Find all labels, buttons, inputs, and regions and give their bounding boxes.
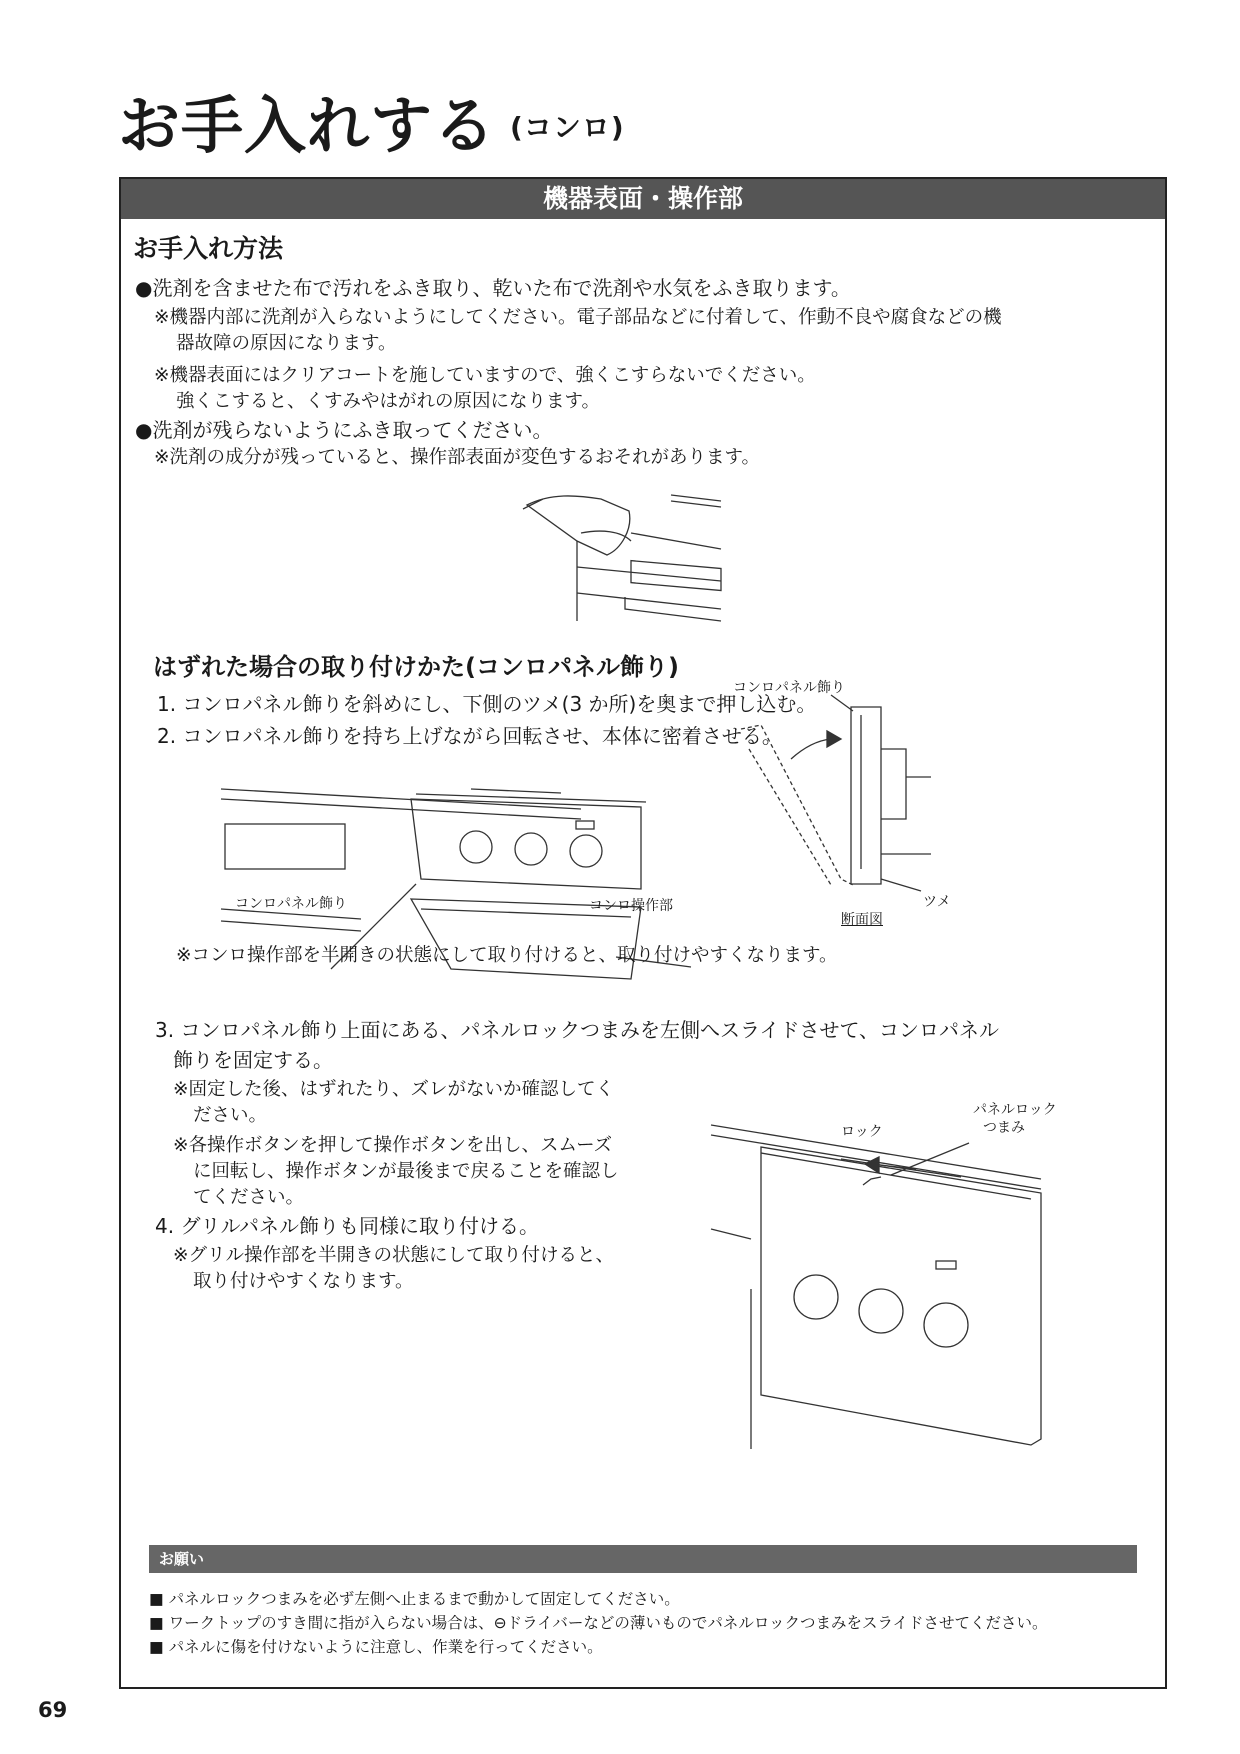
- care-note-1a: ※機器内部に洗剤が入らないようにしてください。電子部品などに付着して、作動不良や腐食などの機: [154, 307, 1002, 328]
- label-panel-trim-top: コンロパネル飾り: [733, 680, 845, 696]
- handle-line: [625, 597, 721, 621]
- rotation-arrow-head: [827, 731, 841, 747]
- label-tab: ツメ: [923, 894, 951, 910]
- step-3-note-3: ※各操作ボタンを押して操作ボタンを出し、スムーズ: [173, 1135, 613, 1156]
- step-3-note-5: てください。: [193, 1187, 305, 1208]
- tilted-panel-dashed-2: [749, 749, 831, 885]
- care-item-2: ●洗剤が残らないようにふき取ってください。: [135, 418, 553, 442]
- body-line-2: [221, 921, 361, 931]
- top-edge-1: [671, 495, 721, 501]
- tilted-panel-dashed: [741, 725, 853, 885]
- panel-trim-shape: [411, 799, 641, 889]
- top-edge-2: [671, 501, 721, 507]
- cross-section-illustration: [731, 689, 951, 909]
- label-panel-trim-left: コンロパネル飾り: [235, 896, 347, 912]
- care-note-2b: 強くこすると、くすみやはがれの原因になります。: [176, 391, 601, 412]
- leader-top-label: [831, 695, 853, 711]
- label-control-unit: コンロ操作部: [589, 898, 673, 914]
- hand-shape: [527, 496, 630, 555]
- panel-top-edge: [577, 567, 721, 581]
- lock-rail: [471, 789, 561, 793]
- step-3-note-4: に回転し、操作ボタンが最後まで戻ることを確認し: [193, 1161, 619, 1182]
- care-item-1: ●洗剤を含ませた布で汚れをふき取り、乾いた布で洗剤や水気をふき取ります。: [135, 276, 851, 300]
- grill-window: [225, 824, 345, 869]
- knob-1: [460, 831, 492, 863]
- knob-2: [515, 833, 547, 865]
- note-half-open: ※コンロ操作部を半開きの状態にして取り付けると、取り付けやすくなります。: [176, 945, 838, 966]
- label-cross-section: 断面図: [841, 912, 883, 928]
- label-lock-knob-1: パネルロック: [973, 1102, 1057, 1118]
- step-1: 1. コンロパネル飾りを斜めにし、下側のツメ(3 か所)を奥まで押し込む。: [157, 692, 817, 716]
- request-item-1: ■ パネルロックつまみを必ず左側へ止まるまで動かして固定してください。: [149, 1590, 680, 1608]
- section-header: 機器表面・操作部: [121, 179, 1165, 219]
- lock-indicator: [576, 821, 594, 829]
- knob-shape: [863, 1177, 881, 1185]
- label-lock-knob-2: つまみ: [983, 1120, 1025, 1136]
- request-item-2: ■ ワークトップのすき間に指が入らない場合は、⊖ドライバーなどの薄いものでパネルロックつまみをスライドさせてください。: [149, 1614, 1048, 1632]
- panel-back-edge: [631, 533, 721, 549]
- bracket-upper: [881, 749, 906, 819]
- panel-section: [851, 707, 881, 884]
- wiping-illustration: [521, 489, 721, 629]
- cooktop-edge-2: [221, 799, 581, 819]
- lock-indicator-small: [936, 1261, 956, 1269]
- drawer-line: [577, 593, 721, 609]
- request-item-3: ■ パネルに傷を付けないように注意し、作業を行ってください。: [149, 1638, 603, 1656]
- lock-knob-illustration: [711, 1089, 1041, 1499]
- reattach-heading: はずれた場合の取り付けかた(コンロパネル飾り): [153, 653, 679, 681]
- care-note-2a: ※機器表面にはクリアコートを施していますので、強くこすらないでください。: [154, 365, 816, 386]
- rotation-arrow: [791, 739, 831, 759]
- base-line-left: [711, 1229, 751, 1239]
- page-title-main: お手入れする: [118, 89, 497, 162]
- care-heading: お手入れ方法: [133, 234, 284, 263]
- step-3-line-2: 飾りを固定する。: [173, 1048, 333, 1072]
- sleeve-line: [523, 499, 543, 509]
- knob-a: [794, 1275, 838, 1319]
- step-4-note-2: 取り付けやすくなります。: [193, 1271, 414, 1292]
- step-4: 4. グリルパネル飾りも同様に取り付ける。: [155, 1214, 540, 1238]
- page-title-sub: (コンロ): [510, 111, 625, 144]
- request-header: お願い: [149, 1545, 1137, 1573]
- care-note-1b: 器故障の原因になります。: [176, 333, 397, 354]
- step-3-note-2: ださい。: [193, 1105, 268, 1126]
- knob-c: [924, 1303, 968, 1347]
- display-window: [631, 561, 721, 591]
- care-note-3: ※洗剤の成分が残っていると、操作部表面が変色するおそれがあります。: [154, 447, 761, 468]
- label-lock: ロック: [841, 1124, 883, 1140]
- panel-front: [761, 1147, 1041, 1445]
- leader-tab: [881, 879, 921, 891]
- knob-3: [570, 835, 602, 867]
- step-3-note-1: ※固定した後、はずれたり、ズレがないか確認してく: [173, 1079, 615, 1100]
- step-2: 2. コンロパネル飾りを持ち上げながら回転させ、本体に密着させる。: [157, 724, 782, 748]
- step-4-note-1: ※グリル操作部を半開きの状態にして取り付けると、: [173, 1245, 615, 1266]
- page-title: [118, 76, 625, 165]
- knob-b: [859, 1289, 903, 1333]
- content-frame: [119, 177, 1167, 1689]
- page-number: 69: [38, 1698, 68, 1722]
- panel-top-inner: [761, 1153, 1031, 1199]
- step-3-line-1: 3. コンロパネル飾り上面にある、パネルロックつまみを左側へスライドさせて、コンロパネル: [155, 1018, 1000, 1042]
